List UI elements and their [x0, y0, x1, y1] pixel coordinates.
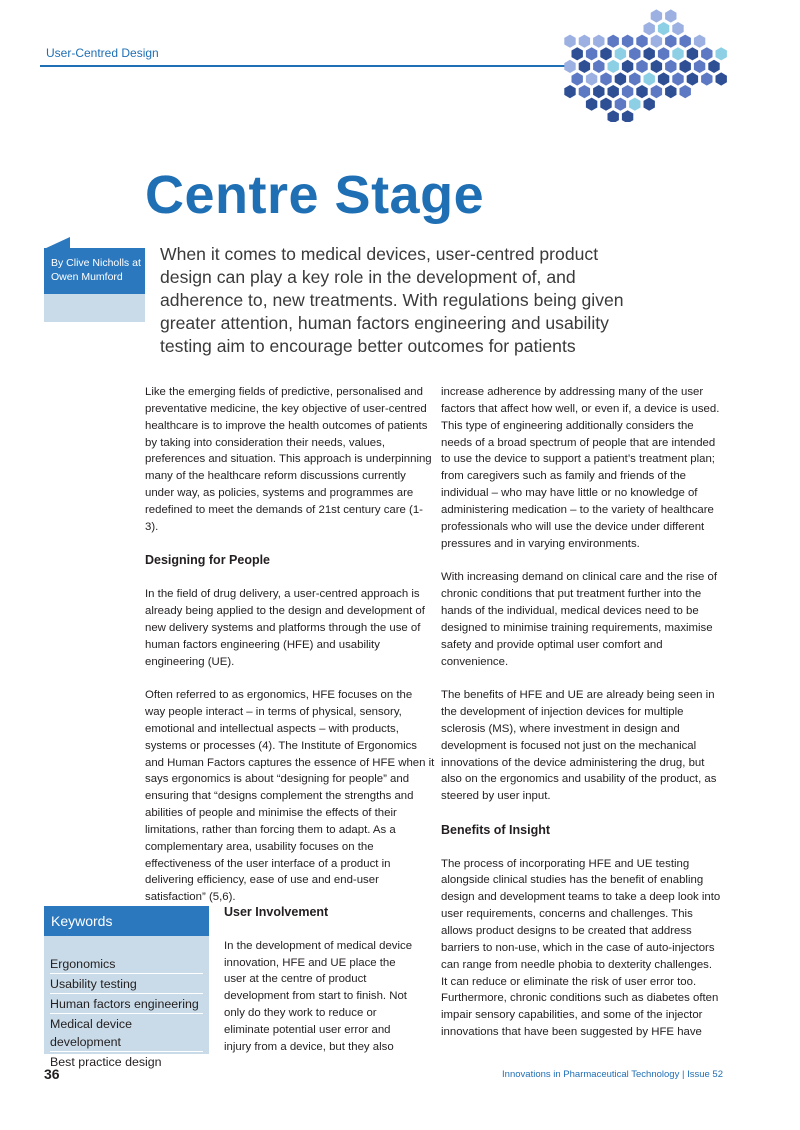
- keyword-item: Best practice design: [50, 1055, 162, 1069]
- byline-box: [44, 248, 145, 294]
- hexagon-cell: [608, 110, 619, 122]
- section-label: User-Centred Design: [46, 46, 159, 60]
- hexagon-cell: [680, 60, 691, 73]
- hexagon-cell: [672, 22, 683, 35]
- hexagon-cell: [608, 85, 619, 98]
- issue-number: Issue 52: [687, 1069, 723, 1080]
- hexagon-cell: [651, 9, 662, 22]
- hexagon-cell: [687, 72, 698, 85]
- hexagon-cell: [665, 60, 676, 73]
- hexagon-cell: [716, 47, 727, 60]
- hexagon-cell: [608, 60, 619, 73]
- hexagon-cell: [586, 98, 597, 111]
- paragraph: With increasing demand on clinical care and the rise of chronic conditions that put treatment further into the hands of the individual, medical devices need to be designed to minimise training requirements, maximise safety and provide optimal user comfort and convenience.: [441, 571, 718, 668]
- hexagon-cell: [716, 72, 727, 85]
- keyword-item: Usability testing: [50, 974, 203, 994]
- hexagon-cell: [593, 85, 604, 98]
- hexagon-cell: [658, 22, 669, 35]
- keywords-heading: Keywords: [44, 906, 209, 936]
- byline-shadow: [44, 294, 145, 322]
- hexagon-cell: [636, 60, 647, 73]
- hexagon-cell: [615, 47, 626, 60]
- hexagon-cell: [680, 85, 691, 98]
- hexagon-cell: [651, 35, 662, 48]
- subheading-user-involvement: User Involvement: [224, 905, 329, 919]
- hexagon-cell: [579, 60, 590, 73]
- hexagon-cell: [701, 47, 712, 60]
- paragraph: The process of incorporating HFE and UE testing alongside clinical studies has the benefit of enabling design and development teams to take a deep look into user requirements, concerns and challenges. This allows product designs to be created that address barriers to non-use, which in the case of auto-injectors can range from needle phobia to dexterity challenges. It can reduce or eliminate the risk of user error too. Furthermore, chronic conditions such as diabetes often impair sensory capabilities, and some of the injector innovations that have been suggested by HFE have: [441, 857, 721, 1039]
- hexagon-cell: [665, 85, 676, 98]
- footer-separator: |: [681, 1069, 688, 1080]
- hexagon-cell: [680, 35, 691, 48]
- hexagon-cell: [586, 47, 597, 60]
- keywords-box: [44, 906, 209, 1069]
- body-column-3: [224, 904, 420, 1056]
- hexagon-cell: [608, 35, 619, 48]
- hexagon-cell: [622, 85, 633, 98]
- hexagon-cell: [651, 85, 662, 98]
- hexagon-cell: [644, 72, 655, 85]
- keyword-item: Human factors engineering: [50, 994, 203, 1014]
- hexagon-cell: [701, 72, 712, 85]
- article-title: Centre Stage: [145, 165, 485, 225]
- keyword-item: Ergonomics: [50, 954, 203, 974]
- hexagon-cell: [708, 60, 719, 73]
- hexagon-cell: [672, 72, 683, 85]
- hexagon-cell: [615, 98, 626, 111]
- hexagon-pattern-graphic: [562, 8, 738, 122]
- hexagon-cell: [658, 47, 669, 60]
- standfirst: When it comes to medical devices, user-centred product design can play a key role in the development of, and adherence to, new treatments. With regulations being given greater attention, human factors engineering and usability testing aim to encourage better outcomes for patients: [160, 244, 624, 357]
- hexagon-cell: [636, 35, 647, 48]
- keyword-item: Medical device development: [50, 1014, 203, 1052]
- page-number: 36: [44, 1066, 60, 1082]
- hexagon-cell: [593, 60, 604, 73]
- header-rule: [40, 65, 568, 67]
- hexagon-cell: [687, 47, 698, 60]
- hexagon-cell: [629, 98, 640, 111]
- hexagon-cell: [694, 35, 705, 48]
- hexagon-cell: [665, 9, 676, 22]
- hexagon-cell: [593, 35, 604, 48]
- hexagon-cell: [586, 72, 597, 85]
- hexagon-cell: [651, 60, 662, 73]
- hexagon-cell: [600, 47, 611, 60]
- body-column-1: [145, 384, 435, 906]
- paragraph: In the field of drug delivery, a user-centred approach is already being applied to the design and development of new delivery systems and platforms through the use of human factors engineering (HFE) and usability engineering (UE).: [145, 588, 425, 668]
- hexagon-cell: [600, 98, 611, 111]
- paragraph: In the development of medical device innovation, HFE and UE place the user at the centre of product development from start to finish. Not only do they work to reduce or eliminate potential user error and injury from a device, but they also: [224, 939, 413, 1053]
- byline-line-2: Owen Mumford: [51, 271, 123, 283]
- subheading-benefits-of-insight: Benefits of Insight: [441, 822, 551, 837]
- paragraph: Often referred to as ergonomics, HFE focuses on the way people interact – in terms of physical, sensory, emotional and intellectual aspects – with products, systems or processes (4). The Institute of Ergonomics and Human Factors captures the essence of HFE when it says ergonomics is about “designing for people” and ensuring that “designs complement the strengths and abilities of people and minimise the effects of their limitations, rather than forcing them to adapt. As a complementary area, usability focuses on the effectiveness of the user interface of a product in delivering efficiency, ease of use and end-user satisfaction” (5,6).: [145, 689, 435, 904]
- subheading-designing-for-people: Designing for People: [145, 553, 271, 568]
- hexagon-cell: [579, 35, 590, 48]
- hexagon-cell: [600, 72, 611, 85]
- hexagon-cell: [622, 60, 633, 73]
- byline-line-1: By Clive Nicholls at: [51, 257, 141, 269]
- hexagon-cell: [572, 47, 583, 60]
- hexagon-cell: [636, 85, 647, 98]
- hexagon-cell: [564, 85, 575, 98]
- hexagon-cell: [615, 72, 626, 85]
- hexagon-cell: [644, 47, 655, 60]
- hexagon-cell: [694, 60, 705, 73]
- paragraph: increase adherence by addressing many of the user factors that affect how well, or even if, a device is used. This type of engineering additionally considers the needs of a broad spectrum of people that are intended to use the device to support a patient’s treatment plan; from caregivers such as family and friends of the individual – who may have little or no knowledge of administering medication – to the variety of healthcare professionals who will use the device under different pressures and in varying environments.: [441, 386, 720, 550]
- journal-footer: [502, 1069, 723, 1080]
- hexagon-cell: [564, 35, 575, 48]
- hexagon-cell: [672, 47, 683, 60]
- hexagon-cell: [629, 47, 640, 60]
- hexagon-cell: [622, 35, 633, 48]
- hexagon-cell: [665, 35, 676, 48]
- keywords-list: [44, 954, 209, 1071]
- hexagon-cell: [629, 72, 640, 85]
- hexagon-cell: [644, 22, 655, 35]
- hexagon-cell: [644, 98, 655, 111]
- hexagon-cell: [579, 85, 590, 98]
- body-column-2: [441, 384, 721, 1041]
- paragraph: Like the emerging fields of predictive, personalised and preventative medicine, the key objective of user-centred healthcare is to improve the health outcomes of patients by taking into consideration their needs, values, preferences and situation. This approach is underpinning many of the healthcare reform discussions currently under way, as policies, systems and programmes are redefined to meet the demands of 21st century care (1-3).: [145, 386, 432, 533]
- hexagon-cell: [622, 110, 633, 122]
- journal-name: Innovations in Pharmaceutical Technology: [502, 1069, 680, 1080]
- hexagon-cell: [658, 72, 669, 85]
- hexagon-cell: [572, 72, 583, 85]
- hexagon-cell: [564, 60, 575, 73]
- paragraph: The benefits of HFE and UE are already being seen in the development of injection devices for multiple sclerosis (MS), where investment in design and development is focused not just on the mechanical innovations of the device administering the drug, but also on the ergonomics and usability of the product, as steered by user input.: [441, 689, 717, 803]
